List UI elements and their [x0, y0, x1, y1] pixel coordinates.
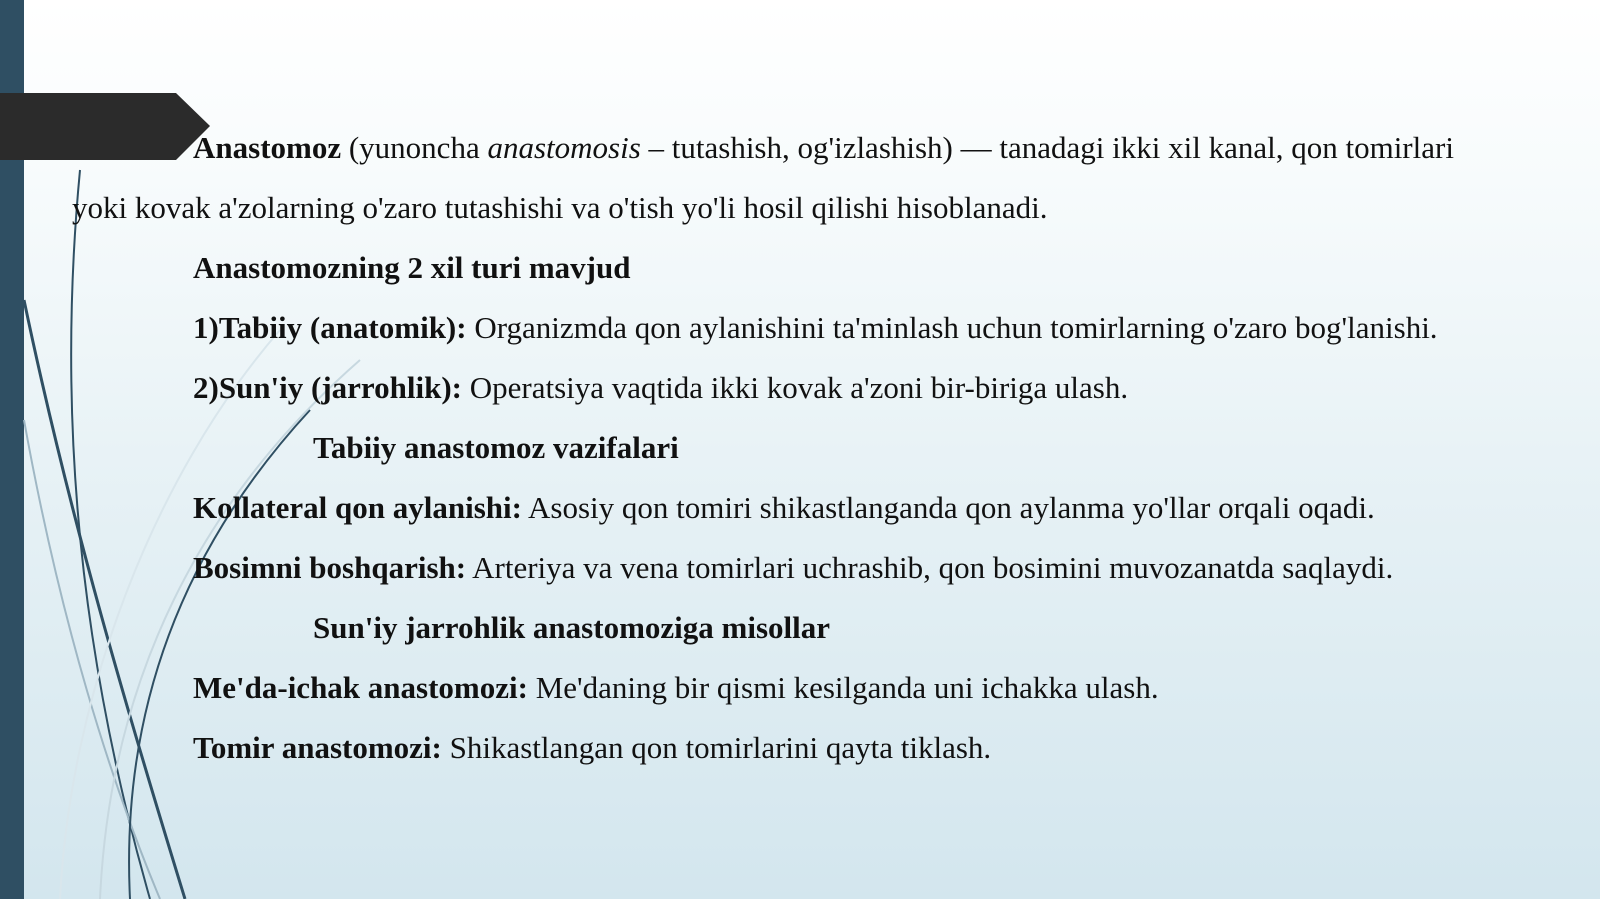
function-item-collateral — [193, 488, 1375, 528]
types-heading — [193, 248, 630, 288]
functions-heading — [313, 428, 679, 468]
type-item-artificial — [193, 368, 1128, 408]
examples-heading — [313, 608, 830, 648]
example-label: Me'da-ichak anastomozi: — [193, 670, 528, 705]
function-text: Asosiy qon tomiri shikastlanganda qon aylanma yo'llar orqali oqadi. — [521, 490, 1375, 525]
example-item-gastro — [193, 668, 1159, 708]
intro-text-part1: (yunoncha — [341, 130, 488, 165]
intro-term: Anastomoz — [193, 130, 342, 165]
intro-line-1 — [193, 128, 1454, 168]
example-label: Tomir anastomozi: — [193, 730, 442, 765]
functions-heading-text: Tabiiy anastomoz vazifalari — [313, 430, 679, 465]
function-label: Bosimni boshqarish: — [193, 550, 467, 585]
types-heading-text: Anastomozning 2 xil turi mavjud — [193, 250, 631, 285]
example-item-vessel — [193, 728, 991, 768]
function-item-pressure — [193, 548, 1393, 588]
type-label: 1)Tabiiy (anatomik): — [193, 310, 467, 345]
function-label: Kollateral qon aylanishi: — [193, 490, 522, 525]
type-label: 2)Sun'iy (jarrohlik): — [193, 370, 462, 405]
examples-heading-text: Sun'iy jarrohlik anastomoziga misollar — [313, 610, 830, 645]
example-text: Shikastlangan qon tomirlarini qayta tiklash. — [441, 730, 992, 765]
intro-term-origin: anastomosis — [487, 130, 641, 165]
type-item-natural — [193, 308, 1438, 348]
type-text: Organizmda qon aylanishini ta'minlash uchun tomirlarning o'zaro bog'lanishi. — [466, 310, 1438, 345]
example-text: Me'daning bir qismi kesilganda uni ichakka ulash. — [527, 670, 1159, 705]
function-text: Arteriya va vena tomirlari uchrashib, qon bosimini muvozanatda saqlaydi. — [466, 550, 1394, 585]
type-text: Operatsiya vaqtida ikki kovak a'zoni bir-biriga ulash. — [461, 370, 1129, 405]
intro-text-part2: – tutashish, og'izlashish) — tanadagi ikki xil kanal, qon tomirlari — [640, 130, 1454, 165]
intro-line-2: yoki kovak a'zolarning o'zaro tutashishi va o'tish yo'li hosil qilishi hisoblanadi. — [72, 190, 1048, 225]
